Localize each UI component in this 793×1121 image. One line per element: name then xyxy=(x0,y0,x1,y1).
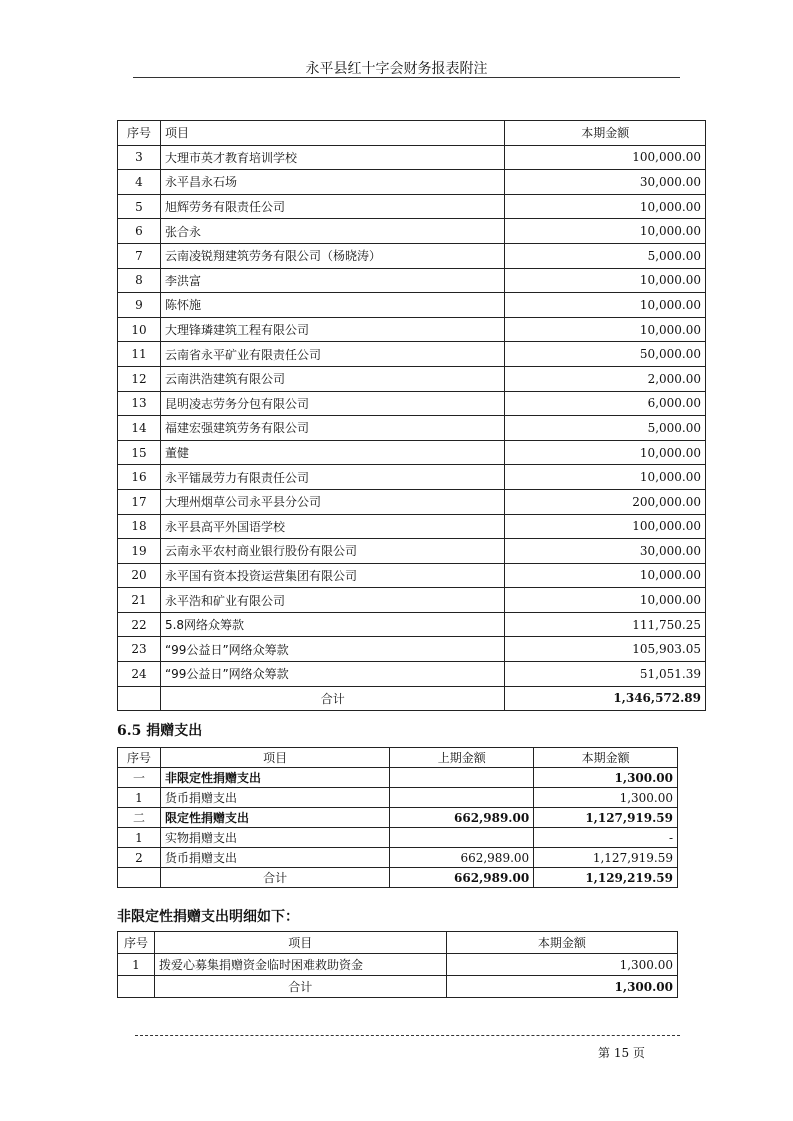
amount-cell: 10,000.00 xyxy=(505,219,706,244)
index-cell: 1 xyxy=(118,828,161,848)
table-row xyxy=(118,416,706,441)
table-body xyxy=(118,768,678,868)
table-total-row xyxy=(118,868,678,888)
amount-cell xyxy=(390,768,534,788)
table-header-row xyxy=(118,748,678,768)
table-row xyxy=(118,243,706,268)
table-row xyxy=(118,317,706,342)
table-row xyxy=(118,489,706,514)
table-row xyxy=(118,808,678,828)
index-cell: 二 xyxy=(118,808,161,828)
total-value: 1,300.00 xyxy=(446,976,677,998)
table-row xyxy=(118,514,706,539)
index-cell: 3 xyxy=(118,145,161,170)
col-header-current-amount: 本期金额 xyxy=(505,121,706,146)
item-cell: 李洪富 xyxy=(160,268,504,293)
amount-cell: 10,000.00 xyxy=(505,588,706,613)
donation-income-table xyxy=(117,120,706,711)
table-row xyxy=(118,194,706,219)
amount-cell: 6,000.00 xyxy=(505,391,706,416)
item-cell: 云南省永平矿业有限责任公司 xyxy=(160,342,504,367)
amount-cell: 30,000.00 xyxy=(505,539,706,564)
table-header-row xyxy=(118,932,678,954)
amount-cell: 1,300.00 xyxy=(446,954,677,976)
page-number: 第 15 页 xyxy=(598,1046,645,1060)
col-header-index: 序号 xyxy=(118,121,161,146)
index-cell: 4 xyxy=(118,170,161,195)
index-cell: 1 xyxy=(118,788,161,808)
item-cell: 福建宏强建筑劳务有限公司 xyxy=(160,416,504,441)
table-total-row xyxy=(118,976,678,998)
total-current-value: 1,129,219.59 xyxy=(534,868,678,888)
item-cell: 云南凌锐翔建筑劳务有限公司（杨晓涛） xyxy=(160,243,504,268)
item-cell: 永平国有资本投资运营集团有限公司 xyxy=(160,563,504,588)
table-row xyxy=(118,828,678,848)
index-cell: 24 xyxy=(118,662,161,687)
amount-cell: 1,300.00 xyxy=(534,768,678,788)
item-cell: 永平镭晟劳力有限责任公司 xyxy=(160,465,504,490)
table-row xyxy=(118,637,706,662)
index-cell: 7 xyxy=(118,243,161,268)
amount-cell: 2,000.00 xyxy=(505,366,706,391)
item-cell: 大理州烟草公司永平县分公司 xyxy=(160,489,504,514)
amount-cell: 10,000.00 xyxy=(505,268,706,293)
table-row xyxy=(118,366,706,391)
index-cell: 10 xyxy=(118,317,161,342)
index-cell: 9 xyxy=(118,293,161,318)
col-header-index: 序号 xyxy=(118,932,155,954)
table-row xyxy=(118,342,706,367)
amount-cell: 30,000.00 xyxy=(505,170,706,195)
table-total-row xyxy=(118,686,706,711)
item-cell: 限定性捐赠支出 xyxy=(160,808,389,828)
total-index-cell xyxy=(118,686,161,711)
amount-cell: 200,000.00 xyxy=(505,489,706,514)
item-cell: 货币捐赠支出 xyxy=(160,848,389,868)
amount-cell: 10,000.00 xyxy=(505,293,706,318)
total-label: 合计 xyxy=(160,686,504,711)
col-header-index: 序号 xyxy=(118,748,161,768)
table-row xyxy=(118,954,678,976)
table-row xyxy=(118,465,706,490)
item-cell: 云南永平农村商业银行股份有限公司 xyxy=(160,539,504,564)
header-divider xyxy=(133,77,680,78)
item-cell: 云南洪浩建筑有限公司 xyxy=(160,366,504,391)
index-cell: 2 xyxy=(118,848,161,868)
table-row xyxy=(118,788,678,808)
table-row xyxy=(118,539,706,564)
index-cell: 14 xyxy=(118,416,161,441)
amount-cell: 100,000.00 xyxy=(505,145,706,170)
col-header-prev-amount: 上期金额 xyxy=(390,748,534,768)
index-cell: 20 xyxy=(118,563,161,588)
index-cell: 11 xyxy=(118,342,161,367)
table-row xyxy=(118,612,706,637)
amount-cell: 100,000.00 xyxy=(505,514,706,539)
table-row xyxy=(118,563,706,588)
item-cell: 拨爱心募集捐赠资金临时困难救助资金 xyxy=(154,954,446,976)
item-cell: “99公益日”网络众筹款 xyxy=(160,637,504,662)
item-cell: 永平昌永石场 xyxy=(160,170,504,195)
index-cell: 21 xyxy=(118,588,161,613)
amount-cell: 10,000.00 xyxy=(505,563,706,588)
amount-cell: 1,127,919.59 xyxy=(534,848,678,868)
index-cell: 5 xyxy=(118,194,161,219)
amount-cell: 662,989.00 xyxy=(390,808,534,828)
item-cell: 5.8网络众筹款 xyxy=(160,612,504,637)
table-row xyxy=(118,391,706,416)
index-cell: 1 xyxy=(118,954,155,976)
table-row xyxy=(118,219,706,244)
index-cell: 18 xyxy=(118,514,161,539)
index-cell: 13 xyxy=(118,391,161,416)
index-cell: 17 xyxy=(118,489,161,514)
table-row xyxy=(118,848,678,868)
amount-cell: 10,000.00 xyxy=(505,440,706,465)
col-header-item: 项目 xyxy=(154,932,446,954)
amount-cell: 10,000.00 xyxy=(505,465,706,490)
amount-cell: 662,989.00 xyxy=(390,848,534,868)
item-cell: 张合永 xyxy=(160,219,504,244)
amount-cell xyxy=(390,788,534,808)
table-row xyxy=(118,588,706,613)
table-row xyxy=(118,268,706,293)
amount-cell: 10,000.00 xyxy=(505,317,706,342)
col-header-item: 项目 xyxy=(160,121,504,146)
item-cell: 非限定性捐赠支出 xyxy=(160,768,389,788)
amount-cell: 105,903.05 xyxy=(505,637,706,662)
amount-cell: 5,000.00 xyxy=(505,416,706,441)
item-cell: 永平浩和矿业有限公司 xyxy=(160,588,504,613)
amount-cell: 1,127,919.59 xyxy=(534,808,678,828)
total-index-cell xyxy=(118,868,161,888)
item-cell: 陈怀施 xyxy=(160,293,504,318)
amount-cell: 10,000.00 xyxy=(505,194,706,219)
table-row xyxy=(118,293,706,318)
item-cell: 董健 xyxy=(160,440,504,465)
index-cell: 8 xyxy=(118,268,161,293)
table-row xyxy=(118,768,678,788)
table-body xyxy=(118,954,678,976)
item-cell: 永平县高平外国语学校 xyxy=(160,514,504,539)
table-header-row xyxy=(118,121,706,146)
amount-cell: 111,750.25 xyxy=(505,612,706,637)
col-header-item: 项目 xyxy=(160,748,389,768)
non-restricted-detail-table xyxy=(117,931,678,998)
amount-cell: 50,000.00 xyxy=(505,342,706,367)
table-row xyxy=(118,662,706,687)
total-value: 1,346,572.89 xyxy=(505,686,706,711)
item-cell: 实物捐赠支出 xyxy=(160,828,389,848)
footer-divider xyxy=(135,1035,680,1036)
index-cell: 19 xyxy=(118,539,161,564)
item-cell: 大理市英才教育培训学校 xyxy=(160,145,504,170)
amount-cell: - xyxy=(534,828,678,848)
donation-expense-table xyxy=(117,747,678,888)
col-header-current-amount: 本期金额 xyxy=(446,932,677,954)
index-cell: 15 xyxy=(118,440,161,465)
amount-cell xyxy=(390,828,534,848)
item-cell: 货币捐赠支出 xyxy=(160,788,389,808)
table-body xyxy=(118,145,706,686)
table-row xyxy=(118,145,706,170)
section-title-detail: 非限定性捐赠支出明细如下： xyxy=(117,909,299,925)
index-cell: 23 xyxy=(118,637,161,662)
section-title-donation-expense: 6.5 捐赠支出 xyxy=(117,723,203,739)
table-row xyxy=(118,170,706,195)
table-row xyxy=(118,440,706,465)
index-cell: 6 xyxy=(118,219,161,244)
col-header-current-amount: 本期金额 xyxy=(534,748,678,768)
total-label: 合计 xyxy=(160,868,389,888)
item-cell: 大理锋璘建筑工程有限公司 xyxy=(160,317,504,342)
amount-cell: 51,051.39 xyxy=(505,662,706,687)
index-cell: 22 xyxy=(118,612,161,637)
item-cell: 旭辉劳务有限责任公司 xyxy=(160,194,504,219)
total-index-cell xyxy=(118,976,155,998)
item-cell: “99公益日”网络众筹款 xyxy=(160,662,504,687)
index-cell: 一 xyxy=(118,768,161,788)
amount-cell: 5,000.00 xyxy=(505,243,706,268)
index-cell: 16 xyxy=(118,465,161,490)
total-prev-value: 662,989.00 xyxy=(390,868,534,888)
amount-cell: 1,300.00 xyxy=(534,788,678,808)
index-cell: 12 xyxy=(118,366,161,391)
total-label: 合计 xyxy=(154,976,446,998)
item-cell: 昆明凌志劳务分包有限公司 xyxy=(160,391,504,416)
page-header-title: 永平县红十字会财务报表附注 xyxy=(305,61,488,77)
